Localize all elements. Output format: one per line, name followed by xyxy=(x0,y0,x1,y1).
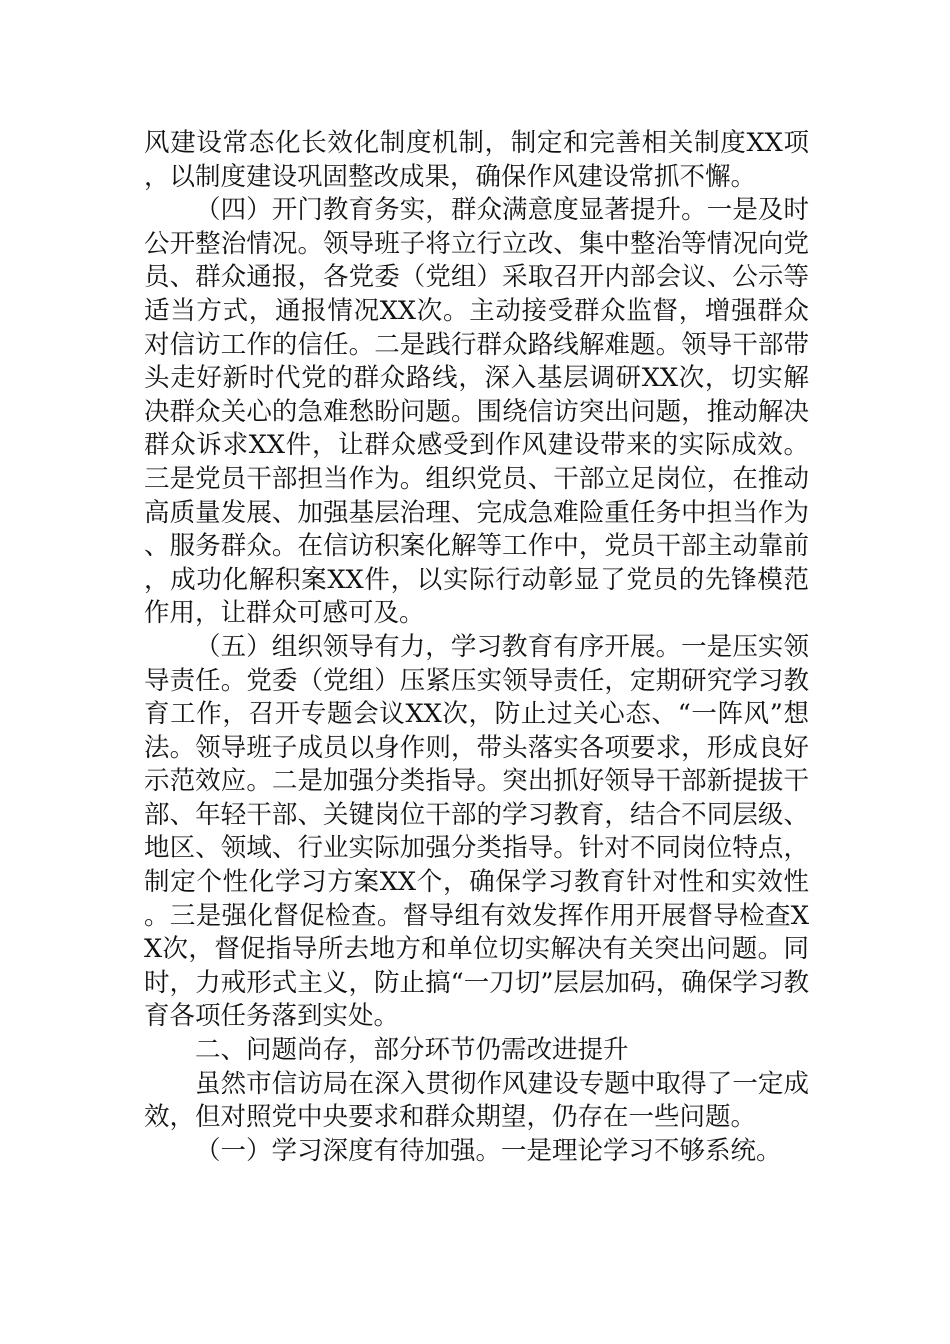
paragraph-section-four: （四）开门教育务实，群众满意度显著提升。一是及时公开整治情况。领导班子将立行立改、集中整治等情况向党员、群众通报，各党委（党组）采取召开内部会议、公示等适当方式，通报情况XX次。主动接受群众监督，增强群众对信访工作的信任。二是践行群众路线解难题。领导干部带头走好新时代党的群众路线，深入基层调研XX次，切实解决群众关心的急难愁盼问题。围绕信访突出问题，推动解决群众诉求XX件，让群众感受到作风建设带来的实际成效。三是党员干部担当作为。组织党员、干部立足岗位，在推动高质量发展、加强基层治理、完成急难险重任务中担当作为、服务群众。在信访积案化解等工作中，党员干部主动靠前，成功化解积案XX件，以实际行动彰显了党员的先锋模范作用，让群众可感可及。 xyxy=(144,195,809,629)
paragraph-subsection-one: （一）学习深度有待加强。一是理论学习不够系统。 xyxy=(195,1135,782,1166)
paragraph-continuation: 风建设常态化长效化制度机制，制定和完善相关制度XX项，以制度建设巩固整改成果，确保作风建设常抓不懈。 xyxy=(144,128,809,192)
section-heading-two: 二、问题尚存，部分环节仍需改进提升 xyxy=(195,1035,629,1066)
document-body xyxy=(144,127,809,1168)
paragraph-intro: 虽然市信访局在深入贯彻作风建设专题中取得了一定成效，但对照党中央要求和群众期望，仍存在一些问题。 xyxy=(144,1068,809,1133)
paragraph-section-five: （五）组织领导有力，学习教育有序开展。一是压实领导责任。党委（党组）压紧压实领导责任，定期研究学习教育工作，召开专题会议XX次，防止过关心态、“一阵风”想法。领导班子成员以身作则，带头落实各项要求，形成良好示范效应。二是加强分类指导。突出抓好领导干部新提拔干部、年轻干部、关键岗位干部的学习教育，结合不同层级、地区、领域、行业实际加强分类指导。针对不同岗位特点，制定个性化学习方案XX个，确保学习教育针对性和实效性。三是强化督促检查。督导组有效发挥作用开展督导检查XX次，督促指导所去地方和单位切实解决有关突出问题。同时，力戒形式主义，防止搞“一刀切”层层加码，确保学习教育各项任务落到实处。 xyxy=(144,631,809,1032)
